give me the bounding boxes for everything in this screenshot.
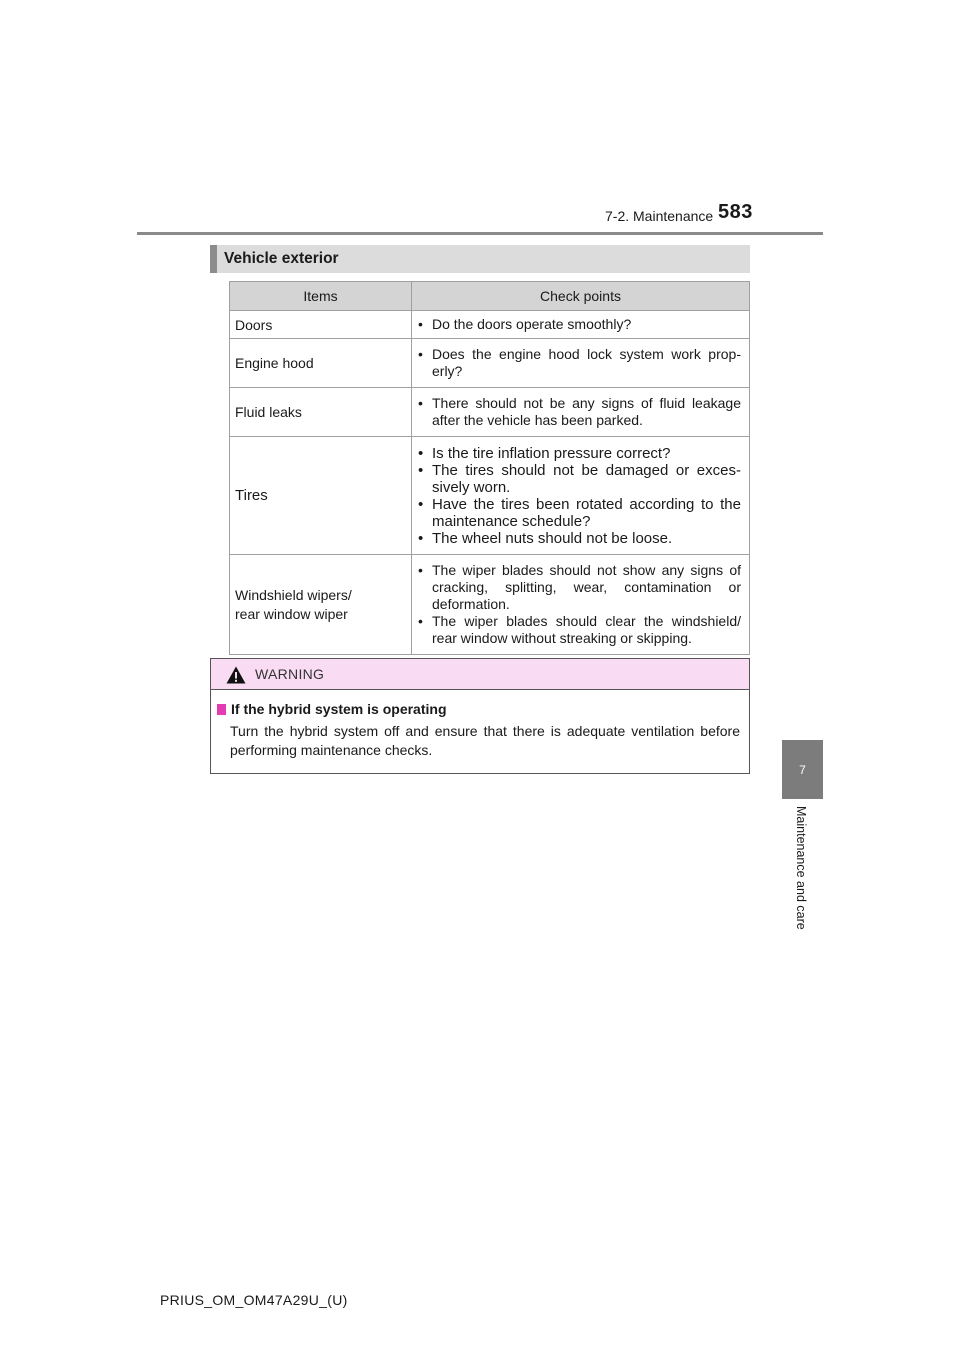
chapter-title: Maintenance and care xyxy=(794,806,808,930)
check-point: • The wheel nuts should not be loose. xyxy=(418,530,741,547)
points-cell xyxy=(412,339,750,388)
check-point: • Have the tires been rotated according to the maintenance schedule? xyxy=(418,496,741,530)
warning-label: WARNING xyxy=(255,666,325,682)
table-row xyxy=(230,388,750,437)
check-points-table xyxy=(229,281,750,655)
chapter-tab xyxy=(782,740,823,799)
section-title-bar xyxy=(210,245,750,273)
warning-triangle-icon xyxy=(226,666,246,684)
item-cell: Tires xyxy=(230,437,412,555)
warning-text: Turn the hybrid system off and ensure that there is adequate ventilation before performing maintenance checks. xyxy=(230,723,740,758)
item-cell: Engine hood xyxy=(230,339,412,388)
check-point: • Does the engine hood lock system work prop-erly? xyxy=(418,346,741,380)
check-point: • There should not be any signs of fluid leakage after the vehicle has been parked. xyxy=(418,395,741,429)
table-header-row xyxy=(230,282,750,311)
section-title: Vehicle exterior xyxy=(224,250,339,267)
item-line: rear window wiper xyxy=(235,605,348,622)
chapter-number: 7 xyxy=(799,763,806,777)
item-cell: Doors xyxy=(230,311,412,339)
item-cell: Fluid leaks xyxy=(230,388,412,437)
column-header-items: Items xyxy=(230,282,412,311)
table-row xyxy=(230,339,750,388)
points-cell xyxy=(412,555,750,655)
table-row xyxy=(230,555,750,655)
warning-header xyxy=(211,659,749,690)
check-point: • Do the doors operate smoothly? xyxy=(418,316,741,333)
points-cell xyxy=(412,437,750,555)
warning-heading xyxy=(217,701,447,717)
document-code: PRIUS_OM_OM47A29U_(U) xyxy=(160,1292,348,1308)
check-point: • The tires should not be damaged or exces-sively worn. xyxy=(418,462,741,496)
check-point: • The wiper blades should not show any signs of cracking, splitting, wear, contamination or deformation. xyxy=(418,562,741,613)
header-divider xyxy=(137,232,823,235)
page-number: 583 xyxy=(718,201,753,223)
warning-heading-text: If the hybrid system is operating xyxy=(231,701,447,717)
check-point: • The wiper blades should clear the windshield/ rear window without streaking or skipping. xyxy=(418,613,741,647)
points-cell xyxy=(412,388,750,437)
section-label: 7-2. Maintenance xyxy=(605,208,714,224)
table-row xyxy=(230,311,750,339)
table-row xyxy=(230,437,750,555)
column-header-check-points: Check points xyxy=(412,282,750,311)
warning-box xyxy=(210,658,750,774)
check-point: • Is the tire inflation pressure correct? xyxy=(418,445,741,462)
square-bullet-icon xyxy=(217,704,226,715)
item-line: Windshield wipers/ xyxy=(235,586,352,603)
points-cell xyxy=(412,311,750,339)
item-cell xyxy=(230,555,412,655)
